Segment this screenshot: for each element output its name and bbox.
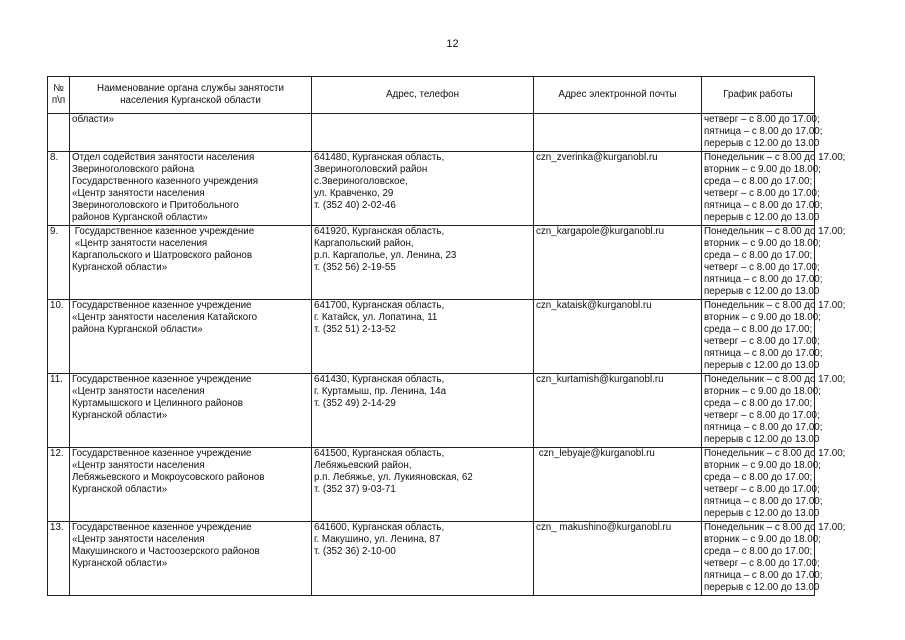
header-text-line: Наименование органа службы занятости <box>97 83 284 94</box>
schedule-line: пятница – с 8.00 до 17.00; <box>704 126 823 137</box>
table-row <box>48 114 815 152</box>
address-phone <box>312 152 534 226</box>
schedule-line: среда – с 8.00 до 17.00; <box>704 324 813 335</box>
schedule-line: пятница – с 8.00 до 17.00; <box>704 496 823 507</box>
organization-name-line: Куртамышского и Целинного районов <box>72 398 243 409</box>
organization-name-line: районов Курганской области» <box>72 212 208 223</box>
organization-name-line: Государственное казенное учреждение <box>72 374 252 385</box>
schedule-line: четверг – с 8.00 до 17.00; <box>704 484 820 495</box>
organization-name-line: Курганской области» <box>72 558 168 569</box>
address-line: 641430, Курганская область, <box>314 374 445 385</box>
organization-name-line: Звериноголовского района <box>72 164 195 175</box>
address-line: р.п. Лебяжье, ул. Лукияновская, 62 <box>314 472 473 483</box>
address-phone <box>312 226 534 300</box>
organization-name-line: «Центр занятости населения <box>72 188 205 199</box>
organization-name <box>70 152 312 226</box>
organization-name-line: Макушинского и Частоозерского районов <box>72 546 260 557</box>
email-text: czn_zverinka@kurganobl.ru <box>536 152 658 163</box>
address-line: 641480, Курганская область, <box>314 152 445 163</box>
table-row <box>48 374 815 448</box>
address-line: 641500, Курганская область, <box>314 448 445 459</box>
address-line: г. Макушино, ул. Ленина, 87 <box>314 534 441 545</box>
row-number: 13. <box>48 522 70 596</box>
table-row <box>48 522 815 596</box>
schedule-line: Понедельник – с 8.00 до 17.00; <box>704 152 846 163</box>
organization-name-line: «Центр занятости населения <box>72 386 205 397</box>
organization-name <box>70 448 312 522</box>
organization-name-line: «Центр занятости населения <box>72 460 205 471</box>
organization-name-line: Каргапольского и Шатровского районов <box>72 250 253 261</box>
header-hours <box>702 77 815 114</box>
organization-name-line: «Центр занятости населения <box>72 534 205 545</box>
work-schedule <box>702 114 823 152</box>
header-text-line: п\п <box>51 95 66 106</box>
schedule-line: среда – с 8.00 до 17.00; <box>704 472 813 483</box>
organization-name-line: Государственное казенное учреждение <box>72 226 255 237</box>
address-line: ул. Кравченко, 29 <box>314 188 394 199</box>
schedule-line: пятница – с 8.00 до 17.00; <box>704 348 823 359</box>
organization-name-line: Государственное казенное учреждение <box>72 448 252 459</box>
table-body <box>48 114 846 596</box>
header-text-line: График работы <box>723 89 793 100</box>
organization-name <box>70 522 312 596</box>
address-phone <box>312 114 534 152</box>
email-address <box>534 522 702 596</box>
email-text: czn_kargapole@kurganobl.ru <box>536 226 665 237</box>
schedule-line: вторник – с 9.00 до 18.00; <box>704 312 821 323</box>
email-address <box>534 152 702 226</box>
schedule-line: среда – с 8.00 до 17.00; <box>704 398 813 409</box>
schedule-line: пятница – с 8.00 до 17.00; <box>704 200 823 211</box>
schedule-line: перерыв с 12.00 до 13.00 <box>704 360 820 371</box>
address-line: т. (352 51) 2-13-52 <box>314 324 396 335</box>
schedule-line: среда – с 8.00 до 17.00; <box>704 546 813 557</box>
address-phone <box>312 300 534 374</box>
schedule-line: вторник – с 9.00 до 18.00; <box>704 238 821 249</box>
organization-name <box>70 374 312 448</box>
email-text: czn_ makushino@kurganobl.ru <box>536 522 672 533</box>
email-address <box>534 300 702 374</box>
organization-name-line: «Центр занятости населения Катайского <box>72 312 258 323</box>
organization-name-line: района Курганской области» <box>72 324 203 335</box>
header-text-line: Адрес электронной почты <box>558 89 677 100</box>
schedule-line: пятница – с 8.00 до 17.00; <box>704 422 823 433</box>
schedule-line: среда – с 8.00 до 17.00; <box>704 176 813 187</box>
schedule-line: пятница – с 8.00 до 17.00; <box>704 570 823 581</box>
address-line: 641920, Курганская область, <box>314 226 445 237</box>
table-row <box>48 300 815 374</box>
address-line: г. Катайск, ул. Лопатина, 11 <box>314 312 438 323</box>
address-line: 641700, Курганская область, <box>314 300 445 311</box>
schedule-line: перерыв с 12.00 до 13.00 <box>704 508 820 519</box>
schedule-line: четверг – с 8.00 до 17.00; <box>704 188 820 199</box>
email-text: czn_lebyaje@kurganobl.ru <box>536 448 655 459</box>
address-phone <box>312 522 534 596</box>
header-email <box>534 77 702 114</box>
schedule-line: четверг – с 8.00 до 17.00; <box>704 114 820 125</box>
table-header-row <box>48 77 815 114</box>
organization-name-line: Государственное казенное учреждение <box>72 300 252 311</box>
organization-name-line: Государственного казенного учреждения <box>72 176 259 187</box>
row-number: 10. <box>48 300 70 374</box>
row-number: 12. <box>48 448 70 522</box>
row-number: 9. <box>48 226 70 300</box>
schedule-line: перерыв с 12.00 до 13.00 <box>704 138 820 149</box>
address-line: т. (352 36) 2-10-00 <box>314 546 396 557</box>
header-text-line: № <box>53 83 64 94</box>
schedule-line: среда – с 8.00 до 17.00; <box>704 250 813 261</box>
organization-name <box>70 226 312 300</box>
organization-name-line: области» <box>72 114 115 125</box>
schedule-line: вторник – с 9.00 до 18.00; <box>704 460 821 471</box>
page-number: 12 <box>446 38 459 50</box>
work-schedule <box>702 448 846 522</box>
organization-name-line: Курганской области» <box>72 410 168 421</box>
address-line: Лебяжьевский район, <box>314 460 412 471</box>
address-line: Каргапольский район, <box>314 238 414 249</box>
address-line: т. (352 49) 2-14-29 <box>314 398 396 409</box>
row-number: 8. <box>48 152 70 226</box>
address-line: т. (352 40) 2-02-46 <box>314 200 396 211</box>
schedule-line: четверг – с 8.00 до 17.00; <box>704 262 820 273</box>
organization-name-line: Отдел содействия занятости населения <box>72 152 255 163</box>
schedule-line: перерыв с 12.00 до 13.00 <box>704 212 820 223</box>
schedule-line: Понедельник – с 8.00 до 17.00; <box>704 300 846 311</box>
email-address <box>534 114 702 152</box>
row-number <box>48 114 70 152</box>
schedule-line: перерыв с 12.00 до 13.00 <box>704 286 820 297</box>
header-name <box>70 77 312 114</box>
header-text-line: Адрес, телефон <box>385 89 460 100</box>
address-phone <box>312 374 534 448</box>
address-line: т. (352 37) 9-03-71 <box>314 484 396 495</box>
organization-name-line: Курганской области» <box>72 262 168 273</box>
organization-name <box>70 114 312 152</box>
header-address <box>312 77 534 114</box>
schedule-line: вторник – с 9.00 до 18.00; <box>704 386 821 397</box>
email-text: czn_kurtamish@kurganobl.ru <box>536 374 664 385</box>
organization-name-line: «Центр занятости населения <box>72 238 208 249</box>
email-address <box>534 374 702 448</box>
schedule-line: вторник – с 9.00 до 18.00; <box>704 534 821 545</box>
table-row <box>48 448 815 522</box>
address-line: т. (352 56) 2-19-55 <box>314 262 396 273</box>
schedule-line: Понедельник – с 8.00 до 17.00; <box>704 522 846 533</box>
work-schedule <box>702 152 846 226</box>
schedule-line: Понедельник – с 8.00 до 17.00; <box>704 226 846 237</box>
row-number: 11. <box>48 374 70 448</box>
work-schedule <box>702 226 846 300</box>
schedule-line: перерыв с 12.00 до 13.00 <box>704 582 820 593</box>
schedule-line: Понедельник – с 8.00 до 17.00; <box>704 448 846 459</box>
address-line: г. Куртамыш, пр. Ленина, 14а <box>314 386 447 397</box>
organization-name-line: Курганской области» <box>72 484 168 495</box>
email-text: czn_kataisk@kurganobl.ru <box>536 300 652 311</box>
organization-name-line: Государственное казенное учреждение <box>72 522 252 533</box>
address-phone <box>312 448 534 522</box>
address-line: р.п. Каргаполье, ул. Ленина, 23 <box>314 250 457 261</box>
organization-name <box>70 300 312 374</box>
organization-name-line: Лебяжьевского и Мокроусовского районов <box>72 472 265 483</box>
table-row <box>48 152 815 226</box>
email-address <box>534 448 702 522</box>
table-row <box>48 226 815 300</box>
header-text-line: населения Курганской области <box>120 95 261 106</box>
schedule-line: вторник – с 9.00 до 18.00; <box>704 164 821 175</box>
address-line: с.Звериноголовское, <box>314 176 408 187</box>
address-line: 641600, Курганская область, <box>314 522 445 533</box>
work-schedule <box>702 300 846 374</box>
schedule-line: пятница – с 8.00 до 17.00; <box>704 274 823 285</box>
work-schedule <box>702 522 846 596</box>
schedule-line: четверг – с 8.00 до 17.00; <box>704 410 820 421</box>
schedule-line: четверг – с 8.00 до 17.00; <box>704 336 820 347</box>
organization-name-line: Звериноголовского и Притобольного <box>72 200 239 211</box>
work-schedule <box>702 374 846 448</box>
employment-centers-table <box>47 76 846 596</box>
schedule-line: перерыв с 12.00 до 13.00 <box>704 434 820 445</box>
schedule-line: четверг – с 8.00 до 17.00; <box>704 558 820 569</box>
header-num <box>48 77 70 114</box>
email-address <box>534 226 702 300</box>
schedule-line: Понедельник – с 8.00 до 17.00; <box>704 374 846 385</box>
address-line: Звериноголовский район <box>314 164 428 175</box>
